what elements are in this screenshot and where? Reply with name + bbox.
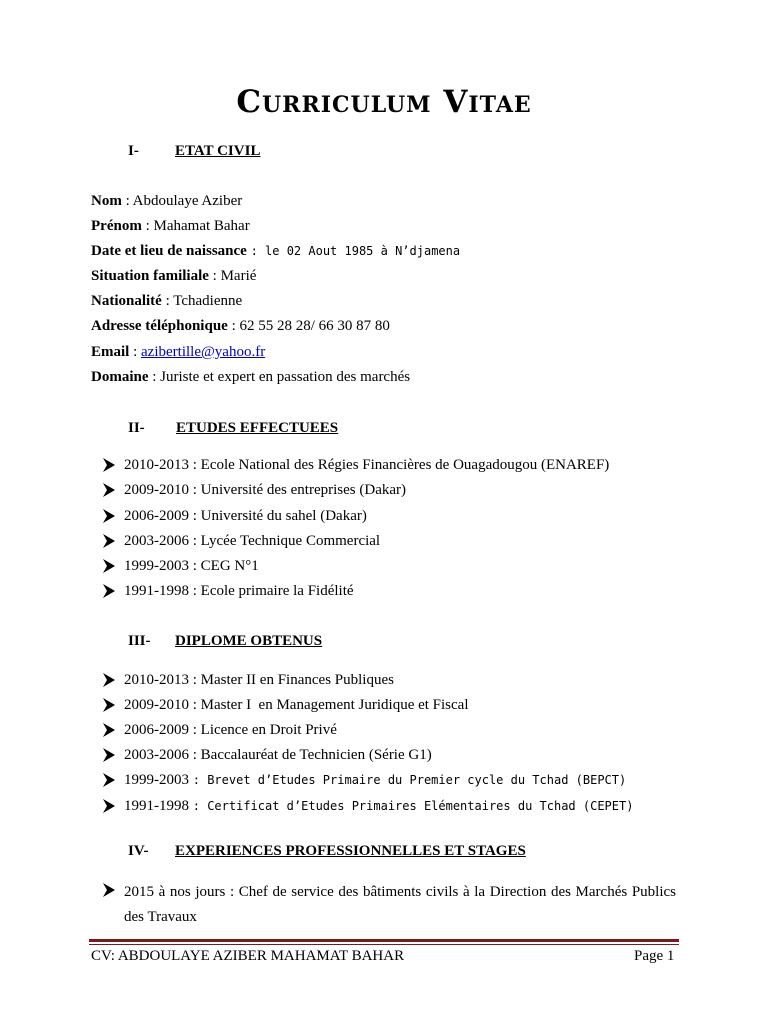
list-item-text xyxy=(124,772,626,789)
arrow-bullet-icon xyxy=(103,673,115,687)
field-label: Situation familiale xyxy=(91,268,209,284)
list-item-text: 2009-2010 : Master I en Management Juridique et Fiscal xyxy=(124,697,469,713)
list-item-text: 2006-2009 : Licence en Droit Privé xyxy=(124,722,337,738)
list-item-text: 2003-2006 : Lycée Technique Commercial xyxy=(124,533,381,549)
footer-name: CV: ABDOULAYE AZIBER MAHAMAT BAHAR xyxy=(91,948,405,964)
field-value: Juriste et expert en passation des marchés xyxy=(160,369,411,385)
field-label: Email xyxy=(91,344,130,360)
section-number: IV- xyxy=(128,843,149,859)
arrow-bullet-icon xyxy=(103,458,115,472)
field-value: le 02 Aout 1985 à N’djamena xyxy=(265,244,461,258)
field-value: Marié xyxy=(220,268,257,284)
arrow-bullet-icon xyxy=(103,698,115,712)
list-item-text: 2009-2010 : Université des entreprises (Dakar) xyxy=(124,482,406,498)
arrow-bullet-icon xyxy=(103,748,115,762)
field-telephone: Adresse téléphonique : 62 55 28 28/ 66 30 87 80 xyxy=(91,318,390,334)
item-detail: : Brevet d’Etudes Primaire du Premier cycle du Tchad (BEPCT) xyxy=(192,773,627,787)
arrow-bullet-icon xyxy=(103,584,115,598)
arrow-bullet-icon xyxy=(103,799,115,813)
item-detail: : Certificat d’Etudes Primaires Elémentaires du Tchad (CEPET) xyxy=(192,799,634,813)
field-nom: Nom : Abdoulaye Aziber xyxy=(91,193,243,209)
field-label: Adresse téléphonique xyxy=(91,318,228,334)
field-naissance: Date et lieu de naissance : le 02 Aout 1985 à N’djamena xyxy=(91,243,461,259)
field-prenom: Prénom : Mahamat Bahar xyxy=(91,218,250,234)
field-email: Email : azibertille@yahoo.fr xyxy=(91,344,266,360)
field-value: Abdoulaye Aziber xyxy=(132,193,243,209)
field-value: Mahamat Bahar xyxy=(153,218,250,234)
list-item-text: 2015 à nos jours : Chef de service des bâtiments civils à la Direction des Marchés Publics des Travaux xyxy=(124,884,676,925)
list-item-text: 2010-2013 : Ecole National des Régies Financières de Ouagadougou (ENAREF) xyxy=(124,457,610,473)
footer-divider-thick xyxy=(89,939,679,942)
section-number: II- xyxy=(128,420,145,436)
item-years: 1999-2003 xyxy=(124,772,189,788)
arrow-bullet-icon xyxy=(103,534,115,548)
section-label: EXPERIENCES PROFESSIONNELLES ET STAGES xyxy=(175,843,526,859)
list-item-text xyxy=(124,798,633,815)
arrow-bullet-icon xyxy=(103,509,115,523)
field-nationalite: Nationalité : Tchadienne xyxy=(91,293,243,309)
field-domaine: Domaine : Juriste et expert en passation des marchés xyxy=(91,369,411,385)
list-item-text: 2003-2006 : Baccalauréat de Technicien (Série G1) xyxy=(124,747,432,763)
section-label: ETUDES EFFECTUEES xyxy=(176,420,339,436)
arrow-bullet-icon xyxy=(103,883,115,897)
arrow-bullet-icon xyxy=(103,559,115,573)
field-label: Prénom xyxy=(91,218,142,234)
field-label: Date et lieu de naissance xyxy=(91,243,247,259)
field-label: Nom xyxy=(91,193,122,209)
section-number: III- xyxy=(128,633,151,649)
list-item-text: 1999-2003 : CEG N°1 xyxy=(124,558,259,574)
arrow-bullet-icon xyxy=(103,773,115,787)
list-item-text: 2006-2009 : Université du sahel (Dakar) xyxy=(124,508,367,524)
list-item-text: 1991-1998 : Ecole primaire la Fidélité xyxy=(124,583,354,599)
arrow-bullet-icon xyxy=(103,483,115,497)
list-item-text: 2010-2013 : Master II en Finances Publiques xyxy=(124,672,394,688)
item-years: 1991-1998 xyxy=(124,798,189,814)
field-value: 62 55 28 28/ 66 30 87 80 xyxy=(239,318,390,334)
email-link[interactable]: azibertille@yahoo.fr xyxy=(141,344,266,360)
page-number: Page 1 xyxy=(634,948,675,964)
section-label: DIPLOME OBTENUS xyxy=(175,633,323,649)
field-label: Domaine xyxy=(91,369,149,385)
section-label: ETAT CIVIL xyxy=(175,143,261,159)
footer-divider-thin xyxy=(89,944,679,945)
field-value: Tchadienne xyxy=(173,293,243,309)
field-label: Nationalité xyxy=(91,293,162,309)
field-situation: Situation familiale : Marié xyxy=(91,268,257,284)
arrow-bullet-icon xyxy=(103,723,115,737)
document-title: Curriculum Vitae xyxy=(236,84,532,120)
section-number: I- xyxy=(128,143,139,159)
